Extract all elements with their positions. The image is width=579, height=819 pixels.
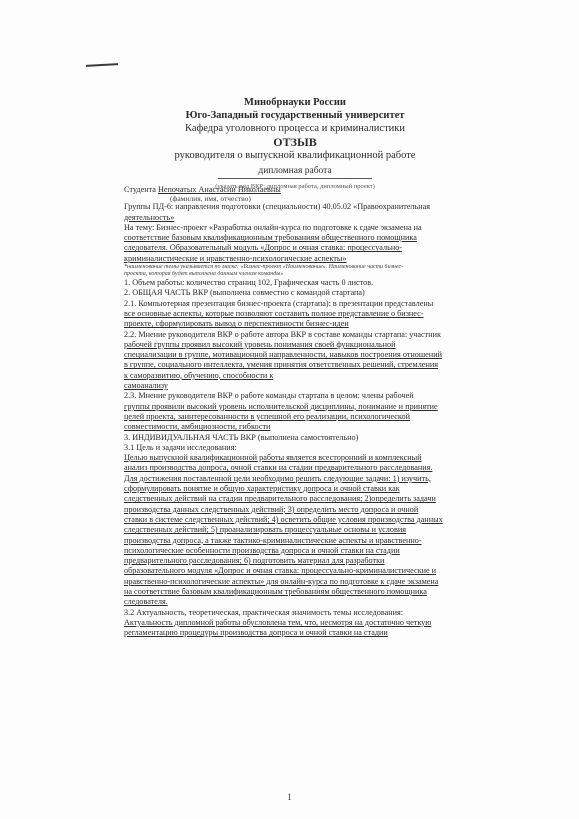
section-line: совместимости, амбициозности, гибкости: [124, 422, 271, 432]
topic-line-4: криминалистические и нравственно-психологические аспекты»: [124, 253, 347, 263]
section-line: следственных действий; 5) проанализировать процессуальные основы и условия: [124, 525, 406, 535]
section-line: нравственно-психологические аспекты» для онлайн-курса по подготовке к сдаче экзамена: [124, 576, 439, 586]
topic-note-1: *наименование темы указывается по маске: «Бизнес-проект «Наименование». Наименование части бизнес-: [124, 264, 404, 271]
doc-subtitle: руководителя о выпускной квалификационной работе: [174, 150, 416, 161]
section-line: в группе, социального интеллекта, умения принятия ответственных решений, стремления: [124, 360, 438, 370]
section-line: Для достижения поставленной цели необходимо решить следующие задачи: 1) изучить,: [124, 473, 431, 483]
doc-title: ОТЗЫВ: [273, 135, 317, 149]
section-line: 1. Объем работы: количество страниц 102, Графическая часть 0 листов.: [124, 278, 374, 288]
section-line: 2.3. Мнение руководителя ВКР о работе команды стартапа в целом: члены рабочей: [124, 391, 414, 401]
section-line: все основные аспекты, которые позволяют составить полное представление о бизнес-: [124, 308, 424, 318]
student-name: Непочатых Анастасии Николаевны: [157, 185, 281, 194]
section-line: ставки в системе следственных действий; 4) осветить общие условия производства данных: [124, 514, 443, 524]
section-line: самоанализу: [124, 381, 168, 391]
section-line: проекте, сформулировать вывод о перспективности бизнес-идеи: [124, 319, 349, 329]
section-line: Актуальность дипломной работы обусловлена тем, что, несмотря на достаточно четкую: [124, 617, 432, 627]
document-header: [130, 96, 460, 193]
section-line: 2.1. Компьютерная презентация бизнес-проекта (стартапа): в презентации представлены: [124, 298, 434, 308]
department-title: Кафедра уголовного процесса и криминалистики: [184, 123, 406, 134]
section-line: 2.2. Мнение руководителя ВКР о работе автора ВКР в составе команды стартапа: участник: [124, 329, 441, 339]
document-body: [124, 185, 508, 638]
group-line-2: деятельность»: [124, 212, 175, 222]
section-line: Целью выпускной квалификационной работы является всесторонний и комплексный: [124, 453, 422, 463]
section-line: целей проекта, заинтересованности в успешной его реализации, психологической: [124, 411, 410, 421]
ministry-title: Минобрнауки России: [244, 97, 346, 108]
section-line: 2. ОБЩАЯ ЧАСТЬ ВКР (выполнена совместно с командой стартапа): [124, 288, 365, 298]
group-line: Группы ПД-6: направления подготовки (специальности) 40.05.02 «Правоохранительная: [124, 202, 431, 212]
section-line: следственных действий на стадии предварительного расследования; 2)определить задачи: [124, 494, 436, 504]
section-line: рабочей группы проявил высокий уровень понимания своей функциональной: [124, 339, 396, 349]
section-line: следователя.: [124, 597, 168, 607]
topic-line-2: соответствие базовым квалификационным требованиям общественного помощника: [124, 233, 417, 243]
student-line: [124, 185, 508, 195]
topic-line-3: следователя. Образовательный модуль «Допрос и очная ставка: процессуально-: [124, 243, 403, 253]
university-title: Юго-Западный государственный университет: [185, 110, 405, 121]
section-line: образовательного модуля «Допрос и очная ставка: процессуально-криминалистические и: [124, 566, 437, 576]
section-line: на соответствие базовым квалификационным требованиям общественного помощника: [124, 586, 427, 596]
section-line: к саморазвитию, обучению, способности к: [124, 370, 274, 380]
work-type-note: (указать вид ВКР: дипломная работа, дипломный проект): [215, 183, 375, 190]
section-line: производства допроса, а также тактико-криминалистические аспекты и нравственно-: [124, 535, 422, 545]
section-line: 3.1 Цель и задачи исследования:: [124, 442, 237, 452]
student-label: Студента: [124, 185, 156, 194]
work-type: дипломная работа: [218, 165, 371, 179]
topic-note-2: проекта, которая будет выполнена данным членом команды»: [124, 271, 284, 278]
section-line: психологические особенности производства допроса и очной ставки на стадии: [124, 545, 400, 555]
page-number: 1: [287, 792, 292, 802]
student-name-note: (фамилия, имя, отчество): [170, 195, 251, 203]
section-line: специализации в группе, мотивационной направленности, навыков построения отношений: [124, 350, 442, 360]
topic-line-1: На тему: Бизнес-проект «Разработка онлайн-курса по подготовке к сдаче экзамена на: [124, 222, 422, 232]
section-line: сформулировать понятие и общую характеристику допроса и очной ставки как: [124, 484, 400, 494]
section-line: 3.2 Актуальность, теоретическая, практическая значимость темы исследования:: [124, 607, 404, 617]
scan-mark: [86, 63, 118, 67]
section-line: производства данных следственных действий; 3) определить место допроса и очной: [124, 504, 419, 514]
section-line: группы проявили высокий уровень исполнительской дисциплины, понимание и принятие: [124, 401, 438, 411]
section-line: 3. ИНДИВИДУАЛЬНАЯ ЧАСТЬ ВКР (выполнена самостоятельно): [124, 432, 359, 442]
section-line: анализ производства допроса, очной ставки на стадии предварительного расследования.: [124, 463, 433, 473]
section-line: предварительного расследования; 6) подготовить материал для разработки: [124, 556, 385, 566]
section-line: регламентацию процедуры производства допроса и очной ставки на стадии: [124, 628, 388, 638]
